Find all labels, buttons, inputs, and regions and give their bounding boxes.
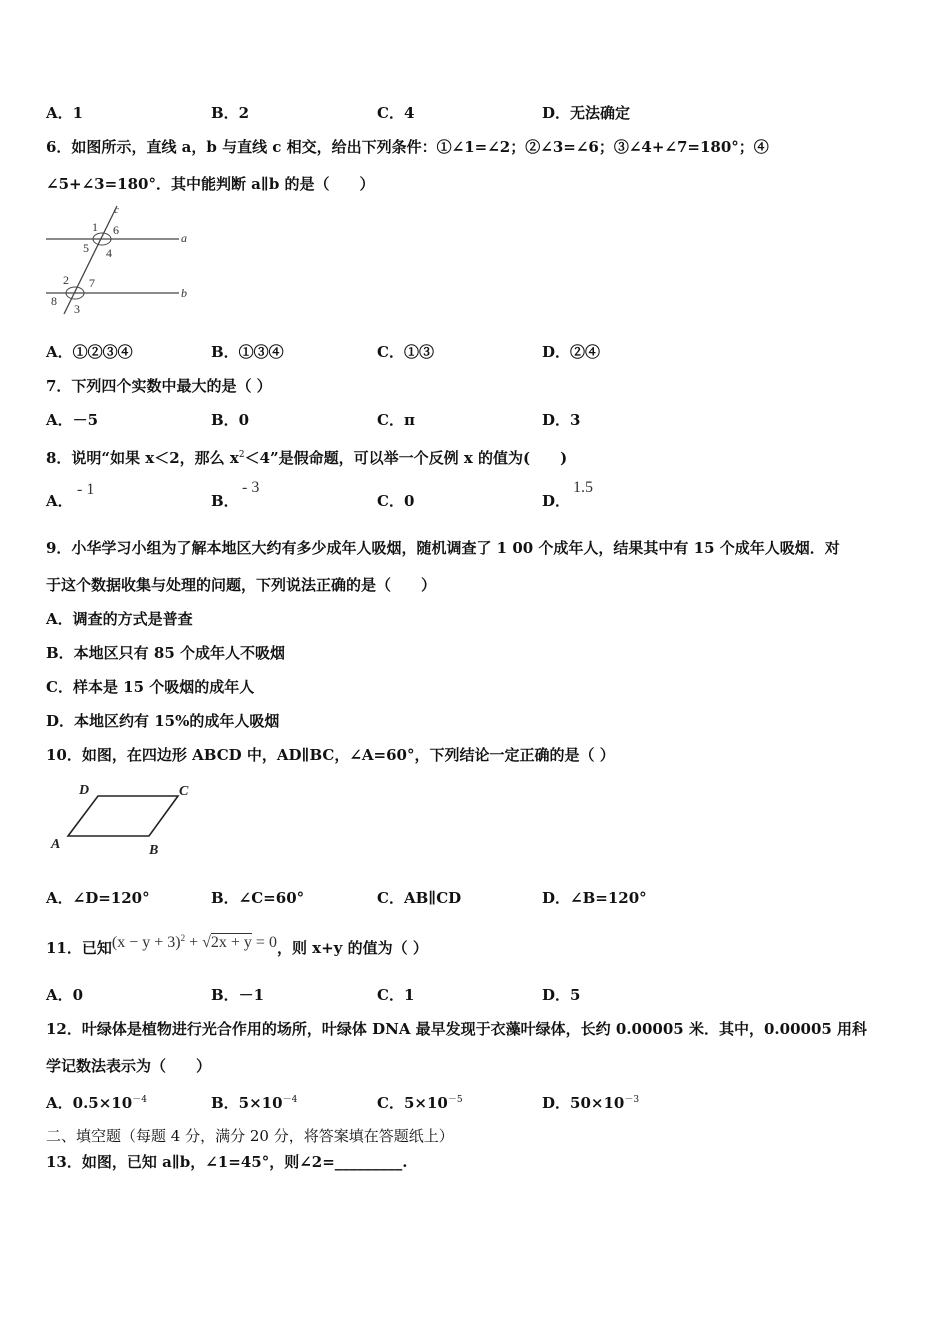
q10-option-a: A．∠D=120° xyxy=(46,889,150,907)
label-2: 2 xyxy=(63,273,69,287)
label-b: b xyxy=(181,286,187,300)
q5-option-c: C．4 xyxy=(377,104,415,122)
q13-stem: 13．如图，已知 a∥b，∠1=45°，则∠2=_________. xyxy=(46,1153,408,1171)
q11-expr-root: 2x + y xyxy=(210,934,252,951)
q11-option-c: C．1 xyxy=(377,986,415,1004)
q8-option-d-value: 1.5 xyxy=(573,479,593,496)
q11-equation xyxy=(112,934,277,951)
q6-figure-parallel-lines xyxy=(44,202,194,317)
q7-option-a: A．－5 xyxy=(46,411,99,429)
q12-option-a-base: A．0.5×10 xyxy=(46,1094,133,1112)
label-a: a xyxy=(181,231,187,245)
q9-option-b: B．本地区只有 85 个成年人不吸烟 xyxy=(46,644,285,662)
q10-option-c: C．AB∥CD xyxy=(377,889,462,907)
q8-stem xyxy=(46,445,567,468)
q8-option-a-label: A． xyxy=(46,492,73,510)
q8-option-b-value: - 3 xyxy=(242,479,260,496)
q9-stem-line1: 9．小华学习小组为了解本地区大约有多少成年人吸烟，随机调查了 1 00 个成年人，结果其中有 15 个成年人吸烟．对 xyxy=(46,539,840,557)
q7-option-b: B．0 xyxy=(211,411,250,429)
q10-option-b: B．∠C=60° xyxy=(211,889,305,907)
q7-stem: 7．下列四个实数中最大的是（ ） xyxy=(46,377,272,395)
q12-option-d xyxy=(542,1090,639,1113)
q12-stem-line1: 12．叶绿体是植物进行光合作用的场所，叶绿体 DNA 最早发现于衣藻叶绿体，长约 0.00005 米．其中，0.00005 用科 xyxy=(46,1020,868,1038)
q5-option-a: A．1 xyxy=(46,104,84,122)
q12-option-d-exp: －3 xyxy=(624,1095,640,1105)
q12-option-c-exp: －5 xyxy=(447,1095,463,1105)
label-8: 8 xyxy=(51,294,57,308)
label-d: D xyxy=(79,783,90,798)
q9-option-a: A．调查的方式是普查 xyxy=(46,610,193,628)
q6-stem-line2: ∠5+∠3=180°．其中能判断 a∥b 的是（ ） xyxy=(46,175,375,193)
q8-option-d-label: D． xyxy=(542,492,571,510)
q6-stem-line1: 6．如图所示，直线 a，b 与直线 c 相交，给出下列条件：①∠1=∠2；②∠3=∠6；③∠4+∠7=180°；④ xyxy=(46,138,769,156)
label-c-vertex: C xyxy=(179,784,189,799)
q8-option-c: C．0 xyxy=(377,492,415,510)
q12-option-a-exp: －4 xyxy=(132,1095,147,1105)
q10-stem: 10．如图，在四边形 ABCD 中，AD∥BC，∠A=60°，下列结论一定正确的是（ ） xyxy=(46,746,615,764)
q5-option-d: D．无法确定 xyxy=(542,104,631,122)
q5-option-b: B．2 xyxy=(211,104,250,122)
q12-option-a xyxy=(46,1090,147,1113)
q9-option-c: C．样本是 15 个吸烟的成年人 xyxy=(46,678,255,696)
label-a-vertex: A xyxy=(51,837,61,852)
q12-option-c xyxy=(377,1090,463,1113)
q11-stem-pre: 11．已知 xyxy=(46,939,112,957)
q8-option-a-value: - 1 xyxy=(77,481,95,498)
q11-option-a: A．0 xyxy=(46,986,84,1004)
q12-option-c-base: C．5×10 xyxy=(377,1094,448,1112)
q7-option-c: C．π xyxy=(377,411,415,429)
q6-option-a: A．①②③④ xyxy=(46,343,133,361)
q11-expr-sup: 2 xyxy=(180,933,186,943)
q12-option-b-base: B．5×10 xyxy=(211,1094,283,1112)
sqrt-icon: √ xyxy=(202,934,211,951)
label-1: 1 xyxy=(92,220,98,234)
q8-option-b-label: B． xyxy=(211,492,239,510)
q11-expr-a: (x − y + 3) xyxy=(111,934,181,951)
q8-stem-sup: 2 xyxy=(238,450,245,460)
label-6: 6 xyxy=(113,223,119,237)
label-3: 3 xyxy=(74,302,80,316)
q10-figure-quadrilateral xyxy=(44,774,204,860)
q6-option-d: D．②④ xyxy=(542,343,601,361)
q12-option-b xyxy=(211,1090,297,1113)
label-b-vertex: B xyxy=(149,843,159,858)
q12-option-b-exp: －4 xyxy=(282,1095,298,1105)
q11-option-b: B．－1 xyxy=(211,986,265,1004)
label-7: 7 xyxy=(89,276,95,290)
q6-option-c: C．①③ xyxy=(377,343,434,361)
q8-stem-pre: 8．说明“如果 x＜2，那么 x xyxy=(46,449,239,467)
q6-option-b: B．①③④ xyxy=(211,343,284,361)
q8-stem-post: ＜4”是假命题，可以举一个反例 x 的值为( ) xyxy=(244,449,568,467)
label-5: 5 xyxy=(83,241,89,255)
q11-expr-plus: + xyxy=(189,934,199,951)
q12-stem-line2: 学记数法表示为（ ） xyxy=(46,1057,212,1075)
q9-stem-line2: 于这个数据收集与处理的问题，下列说法正确的是（ ） xyxy=(46,576,437,594)
q11-expr-eq: = 0 xyxy=(255,934,277,951)
q11-stem xyxy=(46,934,428,959)
section2-heading: 二、填空题（每题 4 分，满分 20 分，将答案填在答题纸上） xyxy=(46,1127,454,1145)
q11-option-d: D．5 xyxy=(542,986,581,1004)
q12-option-d-base: D．50×10 xyxy=(542,1094,625,1112)
q10-option-d: D．∠B=120° xyxy=(542,889,647,907)
q11-stem-post: ，则 x+y 的值为（ ） xyxy=(276,939,428,957)
q9-option-d: D．本地区约有 15%的成年人吸烟 xyxy=(46,712,280,730)
q7-option-d: D．3 xyxy=(542,411,581,429)
label-4: 4 xyxy=(106,246,112,260)
label-c: c xyxy=(114,204,119,216)
